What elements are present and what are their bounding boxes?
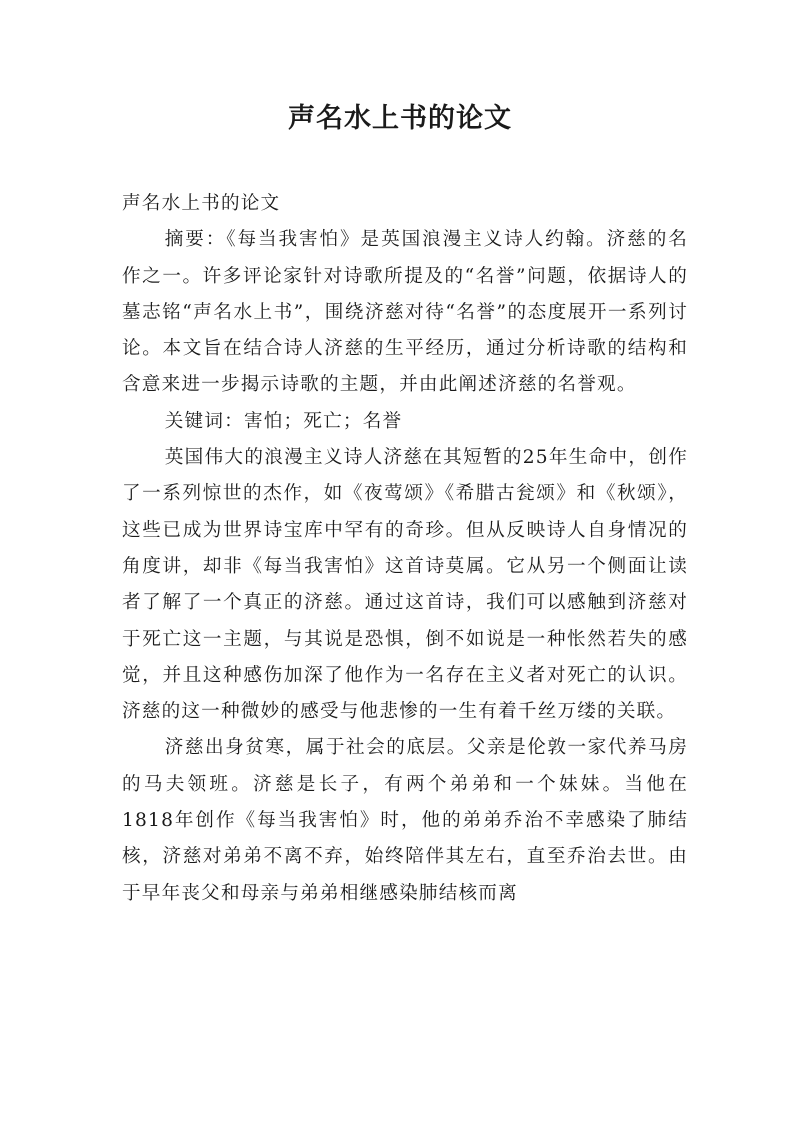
document-body	[122, 186, 688, 912]
document-title: 声名水上书的论文	[288, 103, 512, 134]
keywords-line: 关键词：害怕；死亡；名誉	[164, 410, 403, 432]
abstract-paragraph: 摘要：《每当我害怕》是英国浪漫主义诗人约翰。济慈的名作之一。许多评论家针对诗歌所提及的“名誉”问题，依据诗人的墓志铭“声名水上书”，围绕济慈对待“名誉”的态度展开一系列讨论。本文旨在结合诗人济慈的生平经历，通过分析诗歌的结构和含意来进一步揭示诗歌的主题，并由此阐述济慈的名誉观。	[122, 229, 688, 396]
body-paragraph-2: 济慈出身贫寒，属于社会的底层。父亲是伦敦一家代养马房的马夫领班。济慈是长子，有两个弟弟和一个妹妹。当他在1818年创作《每当我害怕》时，他的弟弟乔治不幸感染了肺结核，济慈对弟弟不离不弃，始终陪伴其左右，直至乔治去世。由于早年丧父和母亲与弟弟相继感染肺结核而离	[122, 737, 688, 904]
document-subtitle: 声名水上书的论文	[122, 193, 281, 214]
body-paragraph-1: 英国伟大的浪漫主义诗人济慈在其短暂的25年生命中，创作了一系列惊世的杰作，如《夜莺颂》《希腊古瓮颂》和《秋颂》，这些已成为世界诗宝库中罕有的奇珍。但从反映诗人自身情况的角度讲，却非《每当我害怕》这首诗莫属。它从另一个侧面让读者了解了一个真正的济慈。通过这首诗，我们可以感触到济慈对于死亡这一主题，与其说是恐惧，倒不如说是一种怅然若失的感觉，并且这种感伤加深了他作为一名存在主义者对死亡的认识。济慈的这一种微妙的感受与他悲惨的一生有着千丝万缕的关联。	[122, 447, 688, 723]
